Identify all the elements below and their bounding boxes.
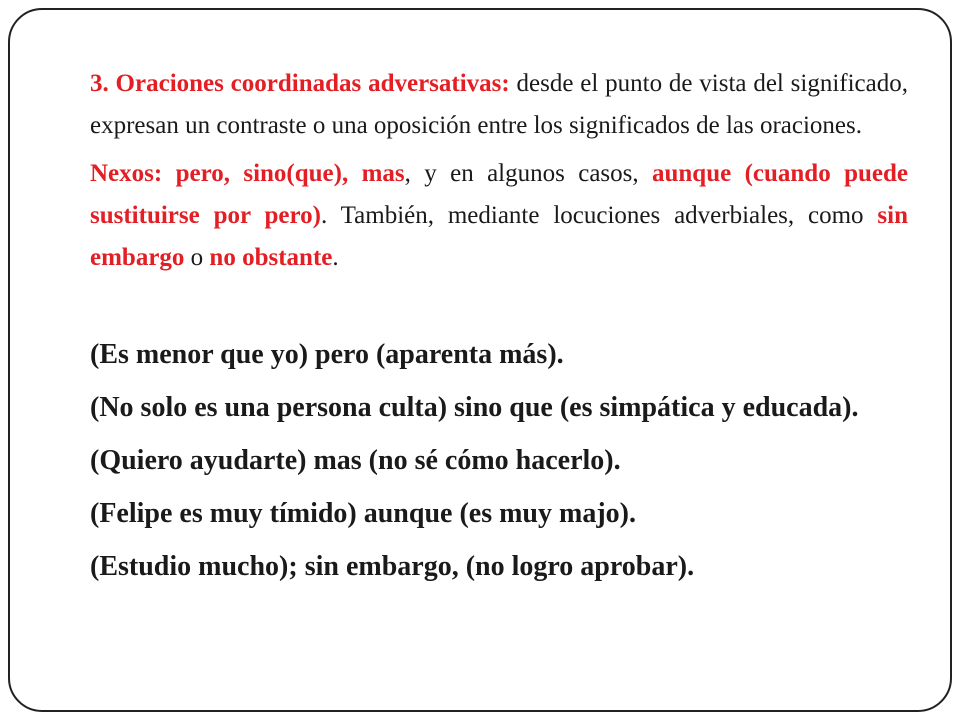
nexos-text-2: . También, mediante locuciones adverbiales, como [320,202,878,229]
example-sentence: (Felipe es muy tímido) aunque (es muy majo). [90,498,636,529]
definition-text: desde el punto de vista del significado, expresan un contraste o una oposición entre los significados de las oraciones. [90,70,908,139]
nexos-label: Nexos: pero, sino(que), mas [90,160,405,187]
nexos-text-1: , y en algunos casos, [404,160,652,187]
nexos-aunque: aunque (cuando puede sustituirse por pero) [90,160,908,229]
example-sentence: (Estudio mucho); sin embargo, (no logro aprobar). [90,551,695,582]
nexos-no-obstante: no obstante [209,244,333,271]
examples-list [90,335,908,587]
nexos-text-end: . [332,244,339,271]
section-heading: 3. Oraciones coordinadas adversativas: [90,70,510,97]
nexos-text-3: o [184,244,210,271]
example-sentence: (Quiero ayudarte) mas (no sé cómo hacerlo). [90,445,621,476]
definition-paragraph [90,63,908,147]
slide-content [90,63,908,587]
nexos-paragraph [90,153,908,279]
example-sentence: (No solo es una persona culta) sino que (es simpática y educada). [90,392,859,423]
example-sentence: (Es menor que yo) pero (aparenta más). [90,339,564,370]
nexos-sin-embargo: sin embargo [90,202,908,271]
